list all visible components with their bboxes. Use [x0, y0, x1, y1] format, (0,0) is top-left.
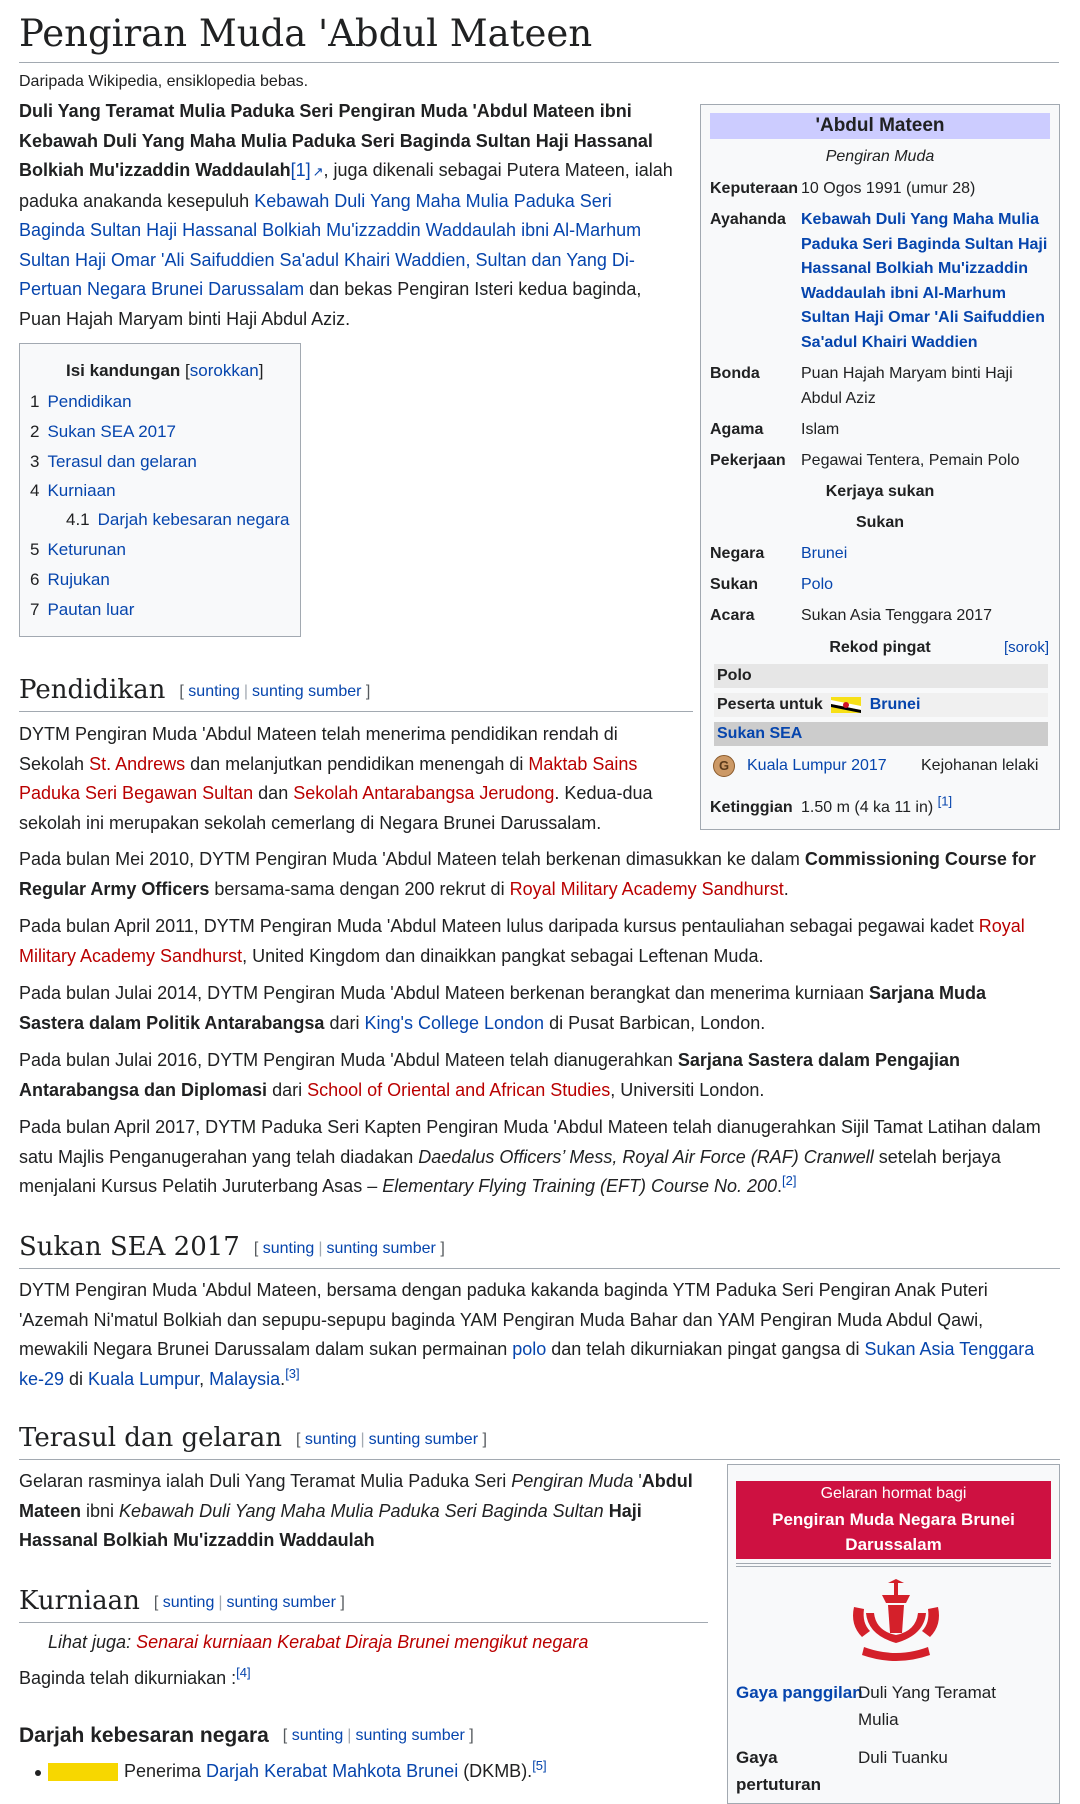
text: dari	[324, 1012, 365, 1033]
terasul-paragraph	[19, 1467, 719, 1556]
bold-text: Sastera dalam Politik Antarabangsa	[19, 1012, 325, 1033]
malaysia-link[interactable]: Malaysia	[209, 1368, 281, 1389]
medal-sport: Polo	[714, 664, 1048, 688]
section-heading-terasul	[19, 1420, 1060, 1460]
toc-num: 7	[30, 600, 40, 619]
toc-num: 5	[30, 540, 40, 559]
styles-infobox	[727, 1464, 1060, 1804]
bold-text: Haji	[603, 1500, 642, 1521]
text: dan telah dikurniakan pingat gangsa di	[546, 1339, 865, 1359]
edit-source-button[interactable]: sunting sumber	[252, 683, 362, 700]
toc-link[interactable]: Rujukan	[47, 570, 110, 589]
edit-sep: |	[318, 1240, 323, 1257]
infobox-country-link[interactable]: Brunei	[801, 545, 848, 562]
text: dari	[267, 1079, 308, 1100]
toc-link[interactable]: Pendidikan	[47, 392, 132, 411]
page-title: Pengiran Muda 'Abdul Mateen	[19, 12, 1059, 63]
text: .	[783, 878, 789, 899]
table-of-contents	[19, 343, 301, 637]
father-link-3[interactable]: Sultan Haji Omar 'Ali Saifuddien Sa'adul Khairi Waddien, Sultan dan Yang Di-	[19, 249, 635, 270]
toc-link[interactable]: Darjah kebesaran negara	[97, 510, 290, 529]
infobox-title: 'Abdul Mateen	[710, 113, 1050, 139]
toc-link[interactable]: Kurniaan	[47, 481, 116, 500]
intro-bold-name-2: Kebawah Duli Yang Maha Mulia Paduka Seri Baginda Sultan Haji Hassanal	[19, 130, 653, 151]
toc-bracket-open: [	[180, 361, 190, 380]
text: ,	[199, 1368, 210, 1389]
edit-links	[154, 1594, 345, 1611]
kings-college-link[interactable]: King's College London	[364, 1012, 545, 1033]
intro-text-3: dan bekas Pengiran Isteri kedua baginda,	[304, 279, 642, 299]
italic-text: Daedalus Officers’ Mess, Royal Air Force (RAF) Cranwell	[418, 1146, 874, 1167]
bold-text: Sarjana Muda	[868, 983, 987, 1003]
infobox-label: Ketinggian	[710, 799, 793, 816]
spoken-style-value: Duli Tuanku	[858, 1748, 948, 1767]
text: mewakili Negara Brunei Darussalam dalam sukan permainan	[19, 1339, 513, 1359]
brunei-flag-icon	[831, 697, 861, 713]
section-title: Sukan SEA 2017	[19, 1232, 240, 1262]
text: .	[280, 1368, 286, 1389]
style-of-address-value: Duli Yang Teramat Mulia	[858, 1683, 996, 1729]
infobox-label: Bonda	[710, 365, 760, 382]
infobox-value: Sukan Asia Tenggara 2017	[801, 607, 992, 624]
edit-source-button[interactable]: sunting sumber	[326, 1240, 436, 1257]
infobox-career-header: Kerjaya sukan	[825, 483, 935, 500]
text: Sekolah	[19, 753, 90, 774]
italic-text: Pengiran Muda	[511, 1471, 634, 1491]
medal-rep-label: Peserta untuk	[717, 696, 823, 713]
toc-link[interactable]: Keturunan	[47, 540, 126, 559]
edit-button[interactable]: sunting	[162, 1594, 215, 1611]
order-ribbon-icon	[48, 1763, 118, 1781]
ref-link[interactable]: [4]	[236, 1665, 251, 1680]
infobox-label: Keputeraan	[710, 180, 799, 197]
section-heading-pendidikan	[19, 672, 693, 712]
text: Pada bulan April 2011, DYTM Pengiran Muda 'Abdul Mateen lulus daripada kursus pentauliahan sebagai pegawai kadet	[19, 916, 979, 936]
text: dan melanjutkan pendidikan menengah di	[185, 753, 529, 774]
infobox-sport-link[interactable]: Polo	[801, 576, 834, 593]
see-also-link[interactable]: Senarai kurniaan Kerabat Diraja Brunei mengikut negara	[136, 1632, 589, 1652]
father-link-2[interactable]: Baginda Sultan Haji Hassanal Bolkiah Mu'izzaddin Waddaulah ibni Al-Marhum	[19, 220, 642, 240]
toc-num: 1	[30, 392, 40, 411]
sea-games-link[interactable]: Sukan Asia Tenggara	[864, 1339, 1035, 1359]
spoken-style-label: Gaya pertuturan	[736, 1748, 821, 1794]
toc-item[interactable]	[30, 417, 176, 447]
text: setelah berjaya	[873, 1146, 1001, 1167]
text: Pada bulan Julai 2014, DYTM Pengiran Muda 'Abdul Mateen berkenan berangkat dan menerima kurniaan	[19, 983, 869, 1003]
infobox-label: Negara	[710, 545, 765, 562]
edit-bracket: [	[295, 1431, 301, 1448]
see-also-label: Lihat juga:	[48, 1632, 137, 1652]
edit-bracket: ]	[440, 1240, 445, 1257]
toc-link[interactable]: Terasul dan gelaran	[47, 452, 197, 471]
toc-toggle[interactable]: sorokkan	[189, 361, 259, 380]
text: Pada bulan Julai 2016, DYTM Pengiran Muda 'Abdul Mateen telah dianugerahkan	[19, 1050, 678, 1070]
ref-link[interactable]: [5]	[532, 1758, 547, 1773]
edit-bracket: ]	[365, 683, 371, 700]
pendidikan-paragraph-5	[19, 1046, 1061, 1105]
edit-sep: |	[347, 1727, 352, 1744]
edit-bracket: [	[253, 1240, 259, 1257]
text: di Pusat Barbican, London.	[544, 1012, 766, 1033]
infobox-label: Pekerjaan	[710, 452, 786, 469]
infobox-subtitle: Pengiran Muda	[825, 148, 935, 165]
polo-link[interactable]: polo	[512, 1339, 547, 1359]
intro-text-2: paduka anakanda kesepuluh	[19, 190, 255, 211]
edit-source-button[interactable]: sunting sumber	[355, 1727, 465, 1744]
edit-links	[283, 1727, 474, 1744]
section-title: Terasul dan gelaran	[19, 1423, 282, 1453]
see-also-hatnote	[48, 1628, 588, 1658]
section-title: Kurniaan	[19, 1586, 140, 1616]
edit-button[interactable]: sunting	[291, 1727, 344, 1744]
edit-bracket: [	[153, 1594, 159, 1611]
toc-title-text: Isi kandungan	[66, 361, 181, 380]
infobox-label: Agama	[710, 421, 764, 438]
text-line: 'Azemah Ni'matul Bolkiah dan sepupu-sepupu baginda YAM Pengiran Muda Bahar dan YAM Pengiran Muda Abdul Qawi,	[19, 1309, 984, 1330]
pendidikan-paragraph-6	[19, 1113, 1064, 1202]
text-line: Pada bulan April 2017, DYTM Paduka Seri Kapten Pengiran Muda 'Abdul Mateen telah dianugerahkan Sijil Tamat Latihan dalam	[19, 1117, 1041, 1137]
edit-button[interactable]: sunting	[188, 683, 240, 700]
red-link[interactable]: Maktab Sains	[528, 753, 638, 774]
intro-text-4: Puan Hajah Maryam binti Haji Abdul Aziz.	[19, 308, 351, 329]
bronze-medal-icon: G	[713, 755, 735, 777]
external-link-icon: ↗	[312, 164, 324, 179]
intro-text-1: , juga dikenali sebagai Putera Mateen, ialah	[323, 160, 673, 180]
kurniaan-text	[19, 1664, 251, 1694]
edit-source-button[interactable]: sunting sumber	[368, 1431, 479, 1448]
infobox-value: Islam	[801, 421, 840, 438]
bold-text: Regular Army Officers	[19, 878, 210, 899]
italic-text: Elementary Flying Training (EFT) Course No. 200	[382, 1176, 778, 1196]
pendidikan-paragraph-2	[19, 845, 1061, 904]
toc-num: 3	[30, 452, 40, 471]
text: ibni	[81, 1500, 120, 1521]
toc-link[interactable]: Pautan luar	[47, 600, 135, 619]
edit-links	[254, 1240, 445, 1257]
bold-text: Sarjana Sastera dalam Pengajian	[677, 1050, 961, 1070]
intro-bold-name: Duli Yang Teramat Mulia Paduka Seri Pengiran Muda 'Abdul Mateen ibni	[19, 101, 632, 121]
bold-text: Antarabangsa dan Diplomasi	[19, 1079, 268, 1100]
medal-games-link[interactable]: Sukan SEA	[714, 722, 1048, 746]
infobox	[700, 104, 1060, 830]
bold-text: Commissioning Course for	[804, 849, 1036, 869]
edit-bracket: ]	[340, 1594, 345, 1611]
toc-item[interactable]	[30, 387, 132, 417]
subsection-title: Darjah kebesaran negara	[19, 1724, 269, 1747]
red-link[interactable]: St. Andrews	[89, 753, 186, 774]
red-link[interactable]: Paduka Seri Begawan Sultan	[19, 783, 254, 803]
toc-num: 6	[30, 570, 40, 589]
medal-country-link[interactable]: Brunei	[869, 696, 921, 713]
edit-button[interactable]: sunting	[262, 1240, 315, 1257]
toc-title	[66, 356, 263, 386]
edit-sep: |	[360, 1431, 365, 1448]
text: , United Kingdom dan dinaikkan pangkat sebagai Leftenan Muda.	[242, 945, 764, 966]
text: . Kedua-dua	[554, 783, 653, 803]
subsection-heading-darjah	[19, 1721, 474, 1753]
styles-header-title: Pengiran Muda Negara Brunei	[772, 1510, 1015, 1529]
section-heading-kurniaan	[19, 1583, 708, 1623]
red-link[interactable]: Royal Military Academy Sandhurst	[509, 878, 784, 899]
pendidikan-paragraph-3	[19, 912, 1061, 971]
father-link-4[interactable]: Pertuan Negara Brunei Darussalam	[19, 279, 305, 299]
edit-links	[296, 1431, 487, 1448]
infobox-label: Sukan	[710, 576, 759, 593]
text-line: DYTM Pengiran Muda 'Abdul Mateen telah menerima pendidikan rendah di	[19, 724, 618, 744]
edit-bracket: ]	[482, 1431, 487, 1448]
text-line: DYTM Pengiran Muda 'Abdul Mateen, bersama dengan paduka kakanda baginda YTM Paduka Seri Pengiran Anak Puteri	[19, 1280, 988, 1300]
toc-item[interactable]	[66, 505, 290, 535]
toc-item[interactable]	[30, 476, 116, 506]
height-value: 1.50 m (4 ka 11 in)	[801, 799, 934, 816]
toc-item[interactable]	[30, 535, 126, 565]
text: Gelaran rasminya ialah Duli Yang Teramat Mulia Paduka Seri	[19, 1471, 512, 1491]
edit-sep: |	[243, 683, 249, 700]
text: Baginda telah dikurniakan :	[19, 1668, 237, 1688]
medal-event: Kejohanan lelaki	[921, 757, 1039, 774]
ref-link[interactable]: [1]	[937, 793, 953, 809]
edit-links	[179, 683, 370, 700]
infobox-value: Puan Hajah Maryam binti Haji Abdul Aziz	[801, 365, 1013, 407]
infobox-value: 10 Ogos 1991 (umur 28)	[801, 180, 976, 197]
toc-item[interactable]	[30, 595, 134, 625]
tagline: Daripada Wikipedia, ensiklopedia bebas.	[19, 73, 309, 90]
bold-text: Mateen	[19, 1500, 82, 1521]
section-heading-sukan	[19, 1229, 1060, 1269]
toc-num: 4.1	[66, 510, 90, 529]
styles-infobox-header	[736, 1481, 1051, 1559]
text: bersama-sama dengan 200 rekrut di	[209, 878, 510, 899]
style-of-address-link[interactable]: Gaya panggilan	[736, 1683, 863, 1702]
text: .	[777, 1176, 783, 1196]
medal-toggle[interactable]: [sorok]	[1003, 639, 1049, 656]
text: dan	[253, 783, 294, 803]
father-link[interactable]: Kebawah Duli Yang Maha Mulia Paduka Seri	[254, 190, 612, 211]
toc-bracket-close: ]	[258, 361, 264, 380]
pendidikan-paragraph-1	[19, 720, 689, 838]
infobox-value: Pegawai Tentera, Pemain Polo	[801, 452, 1020, 469]
edit-button[interactable]: sunting	[304, 1431, 357, 1448]
bold-text: Abdul	[641, 1471, 693, 1491]
intro-paragraph	[19, 97, 679, 334]
edit-bracket: ]	[469, 1727, 474, 1744]
infobox-height	[801, 793, 1051, 821]
pendidikan-paragraph-4	[19, 979, 1061, 1038]
toc-item[interactable]	[30, 447, 197, 477]
text-line: sekolah ini merupakan sekolah cemerlang di Negara Brunei Darussalam.	[19, 812, 602, 833]
text: , Universiti London.	[610, 1079, 765, 1100]
medal-record-header: Rekod pingat	[829, 639, 931, 656]
red-link[interactable]: Sekolah Antarabangsa Jerudong	[293, 783, 555, 803]
text: satu Majlis Penganugerahan yang telah diadakan	[19, 1146, 419, 1167]
styles-header-line: Gelaran hormat bagi	[820, 1485, 967, 1502]
infobox-father-link[interactable]: Kebawah Duli Yang Maha Mulia Paduka Seri Baginda Sultan Haji Hassanal Bolkiah Mu'izzaddin Waddaulah ibni Al-Marhum Sultan Haji Omar 'Ali Saifuddien Sa'adul Khairi Waddien	[801, 211, 1048, 351]
styles-header-title-2: Darussalam	[845, 1535, 942, 1554]
red-link[interactable]: School of Oriental and African Studies	[307, 1079, 611, 1100]
text: Pada bulan Mei 2010, DYTM Pengiran Muda 'Abdul Mateen telah berkenan dimasukkan ke dalam	[19, 849, 805, 869]
ref-link-1[interactable]: [1]	[290, 160, 311, 180]
edit-source-button[interactable]: sunting sumber	[226, 1594, 336, 1611]
toc-link[interactable]: Sukan SEA 2017	[47, 422, 177, 441]
medal-event-link[interactable]: Kuala Lumpur 2017	[747, 757, 887, 774]
order-link[interactable]: Darjah Kerabat Mahkota Brunei	[206, 1761, 459, 1781]
italic-text: Kebawah Duli Yang Maha Mulia Paduka Seri Baginda Sultan	[119, 1500, 604, 1521]
red-link[interactable]: Royal	[978, 916, 1025, 936]
toc-num: 4	[30, 481, 40, 500]
bold-text: Hassanal Bolkiah Mu'izzaddin Waddaulah	[19, 1530, 375, 1550]
divider	[736, 1563, 1051, 1567]
toc-num: 2	[30, 422, 40, 441]
sea-games-link-2[interactable]: ke-29	[19, 1368, 65, 1389]
text: menjalani Kursus Pelatih Juruterbang Asas –	[19, 1176, 383, 1196]
section-title: Pendidikan	[19, 675, 166, 705]
text: Penerima	[124, 1761, 207, 1781]
medal-representing	[714, 693, 1048, 717]
red-link[interactable]: Military Academy Sandhurst	[19, 945, 243, 966]
toc-item[interactable]	[30, 565, 110, 595]
infobox-label: Acara	[710, 607, 755, 624]
intro-bold-name-3: Bolkiah Mu'izzaddin Waddaulah	[19, 160, 291, 180]
text: '	[633, 1471, 642, 1491]
ref-link[interactable]: [3]	[285, 1365, 300, 1381]
infobox-sport-header: Sukan	[855, 514, 904, 531]
sukan-paragraph	[19, 1276, 1064, 1394]
kuala-lumpur-link[interactable]: Kuala Lumpur	[88, 1368, 200, 1389]
text: di	[64, 1368, 89, 1389]
edit-sep: |	[218, 1594, 223, 1611]
edit-bracket: [	[179, 683, 184, 700]
edit-bracket: [	[282, 1727, 288, 1744]
brunei-emblem-icon	[848, 1577, 944, 1665]
list-item	[48, 1757, 547, 1787]
bullet	[35, 1770, 41, 1776]
infobox-label: Ayahanda	[710, 211, 786, 228]
ref-link[interactable]: [2]	[782, 1173, 797, 1188]
text: (DKMB).	[458, 1761, 533, 1781]
